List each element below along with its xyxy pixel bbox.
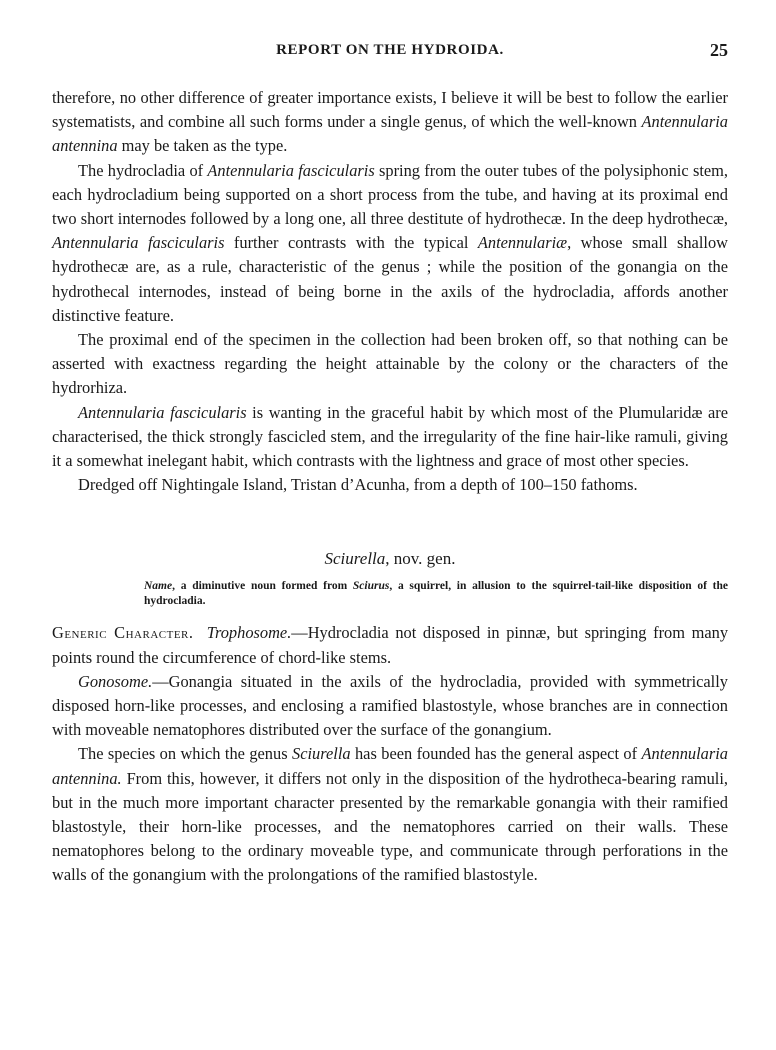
paragraph-habit: Antennularia fascicularis is wanting in the graceful habit by which most of the Plumularidæ are characterised, the thick strongly fascicled stem, and the irregularity of the fine hair-like ramuli, giving it a somewhat inelegant habit, which contrasts with the lightness and grace of most other species. <box>52 402 728 471</box>
species-name: Antennularia fascicularis <box>52 233 225 253</box>
species-name: Antennularia antennina. <box>52 744 728 788</box>
species-name: Antennularia fascicularis <box>78 402 247 422</box>
section-title: Sciurella, nov. gen. <box>324 549 456 569</box>
generic-character: Generic Character. Trophosome.—Hydrocladia not disposed in pinnæ, but springing from many points round the circumference of chord-like stems. <box>52 623 729 667</box>
paragraph-locality: Dredged off Nightingale Island, Tristan d’Acunha, from a depth of 100–150 fathoms. <box>78 475 638 495</box>
running-title: REPORT ON THE HYDROIDA. <box>276 42 504 58</box>
trophosome-label: Trophosome. <box>206 623 292 643</box>
section-spacer <box>52 497 728 547</box>
paragraph-continuation: therefore, no other difference of greater importance exists, I believe it will be best to follow the earlier systematists, and combine all such forms under a single genus, of which the well-known Antennularia antennina may be taken as the type. <box>52 88 728 156</box>
genus-title: Sciurella <box>324 549 386 569</box>
species-name: Antennularia antennina <box>52 112 728 156</box>
genus-name: Sciurella <box>292 744 351 764</box>
species-name: Antennularia fascicularis <box>207 160 375 180</box>
page-body <box>52 86 728 888</box>
paragraph-sciurella-aspect: The species on which the genus Sciurella has been founded has the general aspect of Antennularia antennina. From this, however, it differs not only in the disposition of the hydrotheca-bearing ramuli, but in the much more important character presented by the remarkable gonangia with their ramified blastostyle, their horn-like processes, and the nematophores carried on their walls. These nematophores belong to the ordinary moveable type, and communicate through perforations in the walls of the gonangium with the prolongations of the ramified blastostyle. <box>52 744 728 885</box>
etymology-note: Name, a diminutive noun formed from Sciurus, a squirrel, in allusion to the squirrel-tail-like disposition of the hydrocladia. <box>144 580 728 608</box>
gonosome-description: Gonosome.—Gonangia situated in the axils of the hydrocladia, provided with symmetrically disposed horn-like processes, and enclosing a ramified blastostyle, whose branches are in connection with moveable nematophores distributed over the surface of the gonangium. <box>52 671 728 740</box>
paragraph-hydrocladia: The hydrocladia of Antennularia fascicularis spring from the outer tubes of the polysiphonic stem, each hydrocladium being supported on a short process from the tube, and having at its proximal end two short internodes followed by a long one, all three destitute of hydrothecæ. In the deep hydrothecæ, Antennularia fascicularis further contrasts with the typical Antennulariæ, whose small shallow hydrothecæ are, as a rule, characteristic of the genus ; while the position of the gonangia on the hydrothecal internodes, instead of being borne in the axils of the hydrocladia, affords another distinctive feature. <box>52 160 728 325</box>
page-header <box>52 42 728 68</box>
genus-name: Antennulariæ <box>477 233 568 253</box>
gonosome-label: Gonosome. <box>78 671 153 691</box>
generic-character-label: Generic Character. <box>52 623 194 643</box>
page-number: 25 <box>710 40 728 60</box>
paragraph-proximal-end: The proximal end of the specimen in the collection had been broken off, so that nothing can be asserted with exactness regarding the height attainable by the colony or the characters of the hydrorhiza. <box>52 330 728 398</box>
